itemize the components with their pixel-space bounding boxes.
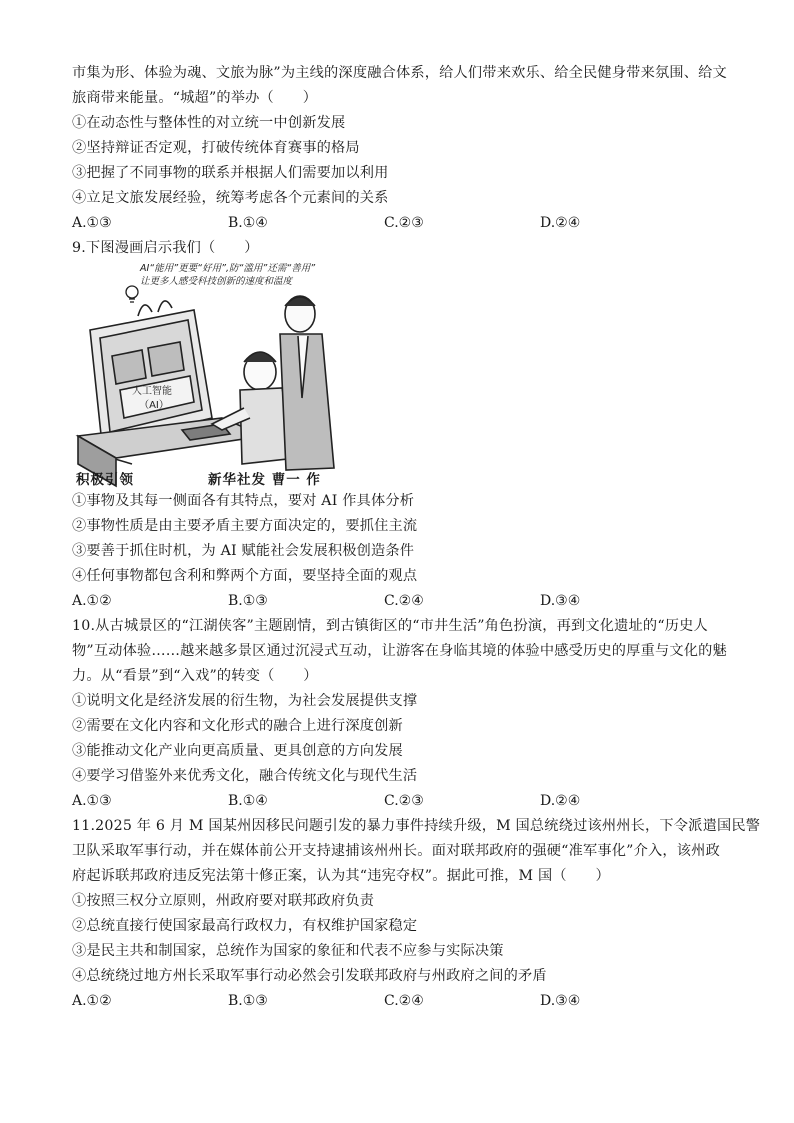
q8-option-c: C.②③ — [384, 215, 424, 231]
q10-option-b: B.①④ — [228, 793, 268, 809]
screen-label-ai: 人工智能 — [132, 386, 172, 397]
q8-option-b: B.①④ — [228, 215, 268, 231]
q10-option-d: D.②④ — [540, 793, 581, 809]
q10-stem-line2: 物”互动体验……越来越多景区通过沉浸式互动，让游客在身临其境的体验中感受历史的厚重与文化的魅 — [72, 643, 727, 659]
q11-stem-line1: 11.2025 年 6 月 M 国某州因移民问题引发的暴力事件持续升级，M 国总统绕过该州州长，下令派遣国民警 — [72, 818, 761, 834]
q10-option-c: C.②③ — [384, 793, 424, 809]
q8-statement-1: ①在动态性与整体性的对立统一中创新发展 — [72, 115, 346, 131]
q11-option-a: A.①② — [72, 993, 112, 1009]
q9-statement-4: ④任何事物都包含利和弊两个方面，要坚持全面的观点 — [72, 568, 418, 584]
q9-option-b: B.①③ — [228, 593, 268, 609]
q11-options — [72, 991, 732, 1011]
q9-option-a: A.①② — [72, 593, 112, 609]
q9-statement-2: ②事物性质是由主要矛盾主要方面决定的，要抓住主流 — [72, 518, 418, 534]
q11-option-d: D.③④ — [540, 993, 581, 1009]
q11-statement-2: ②总统直接行使国家最高行政权力，有权维护国家稳定 — [72, 918, 418, 934]
q10-statement-1: ①说明文化是经济发展的衍生物，为社会发展提供支撑 — [72, 693, 418, 709]
ai-cartoon-illustration — [72, 258, 344, 490]
q8-statement-2: ②坚持辩证否定观，打破传统体育赛事的格局 — [72, 140, 360, 156]
standing-teacher-drawing — [280, 296, 334, 470]
q10-statement-2: ②需要在文化内容和文化形式的融合上进行深度创新 — [72, 718, 403, 734]
q8-statement-3: ③把握了不同事物的联系并根据人们需要加以利用 — [72, 165, 389, 181]
cartoon-caption-credit: 新华社发 曹一 作 — [208, 472, 321, 488]
cartoon-speech-line2: 让更多人感受科技创新的速度和温度 — [140, 276, 293, 287]
q8-stem-line2: 旅商带来能量。“城超”的举办（ ） — [72, 90, 318, 106]
q9-stem: 9.下图漫画启示我们（ ） — [72, 240, 259, 256]
q11-statement-1: ①按照三权分立原则，州政府要对联邦政府负责 — [72, 893, 375, 909]
lightbulb-icon — [126, 286, 138, 302]
q8-statement-4: ④立足文旅发展经验，统筹考虑各个元素间的关系 — [72, 190, 389, 206]
q8-option-a: A.①③ — [72, 215, 112, 231]
q8-options — [72, 213, 732, 233]
q11-option-c: C.②④ — [384, 993, 424, 1009]
q8-option-d: D.②④ — [540, 215, 581, 231]
q11-statement-3: ③是民主共和制国家，总统作为国家的象征和代表不应参与实际决策 — [72, 943, 504, 959]
screen-label-ai-abbr: （AI） — [139, 400, 169, 411]
q11-statement-4: ④总统绕过地方州长采取军事行动必然会引发联邦政府与州政府之间的矛盾 — [72, 968, 547, 984]
q9-options — [72, 591, 732, 611]
cartoon-caption-title: 积极引领 — [76, 472, 134, 488]
cartoon-speech-line1: AI“能用”更要“好用”,防“滥用”还需“善用” — [140, 263, 316, 274]
q10-statement-4: ④要学习借鉴外来优秀文化，融合传统文化与现代生活 — [72, 768, 418, 784]
q11-stem-line2: 卫队采取军事行动，并在媒体前公开支持逮捕该州州长。面对联邦政府的强硬“准军事化”介入，该州政 — [72, 843, 720, 859]
q11-stem-line3: 府起诉联邦政府违反宪法第十修正案，认为其“违宪夺权”。据此可推，M 国（ ） — [72, 868, 610, 884]
q9-option-d: D.③④ — [540, 593, 581, 609]
q10-stem-line3: 力。从“看景”到“入戏”的转变（ ） — [72, 668, 318, 684]
q10-statement-3: ③能推动文化产业向更高质量、更具创意的方向发展 — [72, 743, 403, 759]
q9-statement-3: ③要善于抓住时机，为 AI 赋能社会发展积极创造条件 — [72, 543, 415, 559]
q8-stem-line1: 市集为形、体验为魂、文旅为脉”为主线的深度融合体系，给人们带来欢乐、给全民健身带来氛围、给文 — [72, 65, 727, 81]
q9-statement-1: ①事物及其每一侧面各有其特点，要对 AI 作具体分析 — [72, 493, 415, 509]
q10-stem-line1: 10.从古城景区的“江湖侠客”主题剧情，到古镇街区的“市井生活”角色扮演，再到文化遗址的“历史人 — [72, 618, 708, 634]
q10-option-a: A.①③ — [72, 793, 112, 809]
q9-option-c: C.②④ — [384, 593, 424, 609]
q10-options — [72, 791, 732, 811]
q11-option-b: B.①③ — [228, 993, 268, 1009]
